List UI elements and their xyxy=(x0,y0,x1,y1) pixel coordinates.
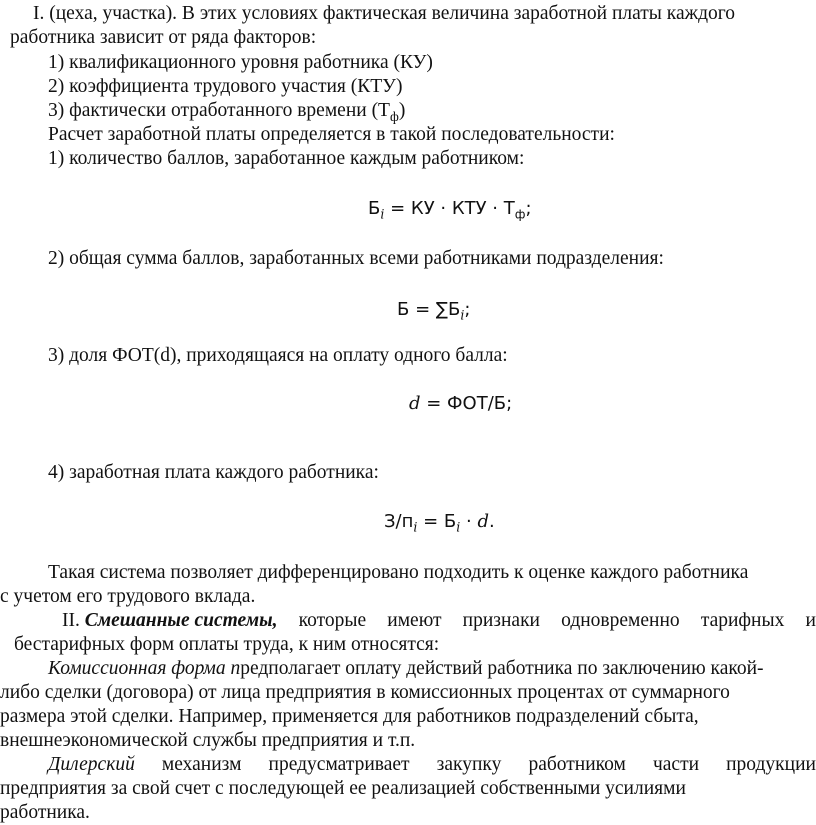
dealer-word: закупку xyxy=(436,754,502,775)
f3-d: d xyxy=(409,393,421,414)
dealer-word: предусматривает xyxy=(268,754,410,775)
f4-index-2: i xyxy=(456,519,461,535)
dealer-word: механизм xyxy=(161,754,242,775)
dealer-term: Дилерский xyxy=(48,754,135,775)
step-1: 1) количество баллов, заработанное каждым работником: xyxy=(48,148,525,169)
section2-word: признаки xyxy=(462,610,540,631)
commission-line-1 xyxy=(48,657,764,681)
f1-index: i xyxy=(380,206,385,222)
formula-wage xyxy=(384,510,495,534)
section2-numeral: II. xyxy=(62,610,80,631)
factor-item-3-close: ) xyxy=(398,100,406,121)
f4-d: d xyxy=(477,511,490,532)
step-4: 4) заработная плата каждого работника: xyxy=(48,462,379,483)
commission-rest: редполагает оплату действий работника по заключению какой- xyxy=(240,658,764,679)
f2-lhs: Б = ∑Б xyxy=(397,299,461,320)
formula-points-per-worker xyxy=(368,197,532,221)
sequence-intro: Расчет заработной платы определяется в такой последовательности: xyxy=(48,124,615,145)
f4-index: i xyxy=(413,519,418,535)
section2-word: одновременно xyxy=(561,610,680,631)
f4-mid: = Б xyxy=(417,511,457,532)
intro-line-2: работника зависит от ряда факторов: xyxy=(10,27,317,48)
f4-end: . xyxy=(489,511,495,532)
dealer-word: работником xyxy=(528,754,626,775)
f2-index: i xyxy=(460,307,465,323)
conclusion-line-2: с учетом его трудового вклада. xyxy=(0,586,256,607)
commission-line-4: внешнеэкономической службы предприятия и т.п. xyxy=(0,730,416,751)
intro-line-1: I. (цеха, участка). В этих условиях фактическая величина заработной платы каждого xyxy=(33,3,736,24)
f1-end: ; xyxy=(525,198,532,219)
dealer-line-1 xyxy=(48,753,816,777)
step-3: 3) доля ФОТ(d), приходящаяся на оплату одного балла: xyxy=(48,345,508,366)
f1-lhs: Б xyxy=(368,198,381,219)
conclusion-line-1: Такая система позволяет дифференцировано подходить к оценке каждого работника xyxy=(48,562,749,583)
section2-line-2: бестарифных форм оплаты труда, к ним относятся: xyxy=(14,634,440,655)
factor-item-2: 2) коэффициента трудового участия (КТУ) xyxy=(48,76,403,97)
factor-item-3 xyxy=(48,99,405,123)
factor-item-3-sub: ф xyxy=(389,108,399,124)
dealer-word: продукции xyxy=(726,754,816,775)
section2-line-1 xyxy=(62,609,816,633)
f4-lhs: З/п xyxy=(384,511,414,532)
commission-line-2: либо сделки (договора) от лица предприятия в комиссионных процентах от суммарного xyxy=(0,682,730,703)
commission-term: Комиссионная форма п xyxy=(48,658,241,679)
factor-item-1: 1) квалификационного уровня работника (КУ) xyxy=(48,52,433,73)
f3-rest: = ФОТ/Б; xyxy=(420,393,513,414)
section2-word: которые xyxy=(298,610,367,631)
section2-term: Смешанные системы, xyxy=(84,610,278,631)
section2-word: имеют xyxy=(387,610,442,631)
f2-end: ; xyxy=(464,299,471,320)
section2-word: тарифных xyxy=(700,610,785,631)
dealer-word: части xyxy=(652,754,700,775)
formula-total-points xyxy=(397,298,470,322)
step-2: 2) общая сумма баллов, заработанных всеми работниками подразделения: xyxy=(48,248,664,269)
formula-share-per-point xyxy=(409,392,512,416)
section2-word: и xyxy=(805,610,816,631)
commission-line-3: размера этой сделки. Например, применяется для работников подразделений сбыта, xyxy=(0,706,699,727)
dealer-line-3: работника. xyxy=(0,802,90,823)
dealer-line-2: предприятия за свой счет с последующей ее реализацией собственными усилиями xyxy=(0,778,686,799)
f1-sub: ф xyxy=(514,206,526,222)
f4-dot: · xyxy=(460,511,478,532)
f1-mid: = КУ · КТУ · Т xyxy=(384,198,515,219)
factor-item-3-text: 3) фактически отработанного времени (Т xyxy=(48,100,390,121)
section2-heading xyxy=(62,609,277,633)
